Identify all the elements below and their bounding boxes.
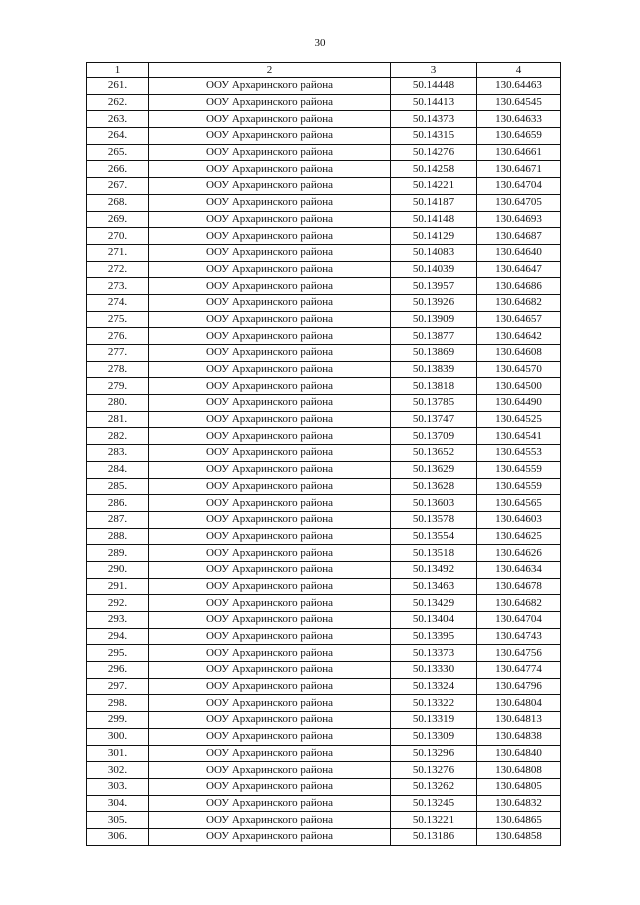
table-row	[87, 78, 561, 95]
longitude-cell: 130.64633	[477, 111, 561, 128]
latitude-cell: 50.13186	[391, 828, 477, 845]
latitude-cell: 50.14276	[391, 144, 477, 161]
table-row	[87, 294, 561, 311]
latitude-cell: 50.13578	[391, 511, 477, 528]
table-row	[87, 395, 561, 412]
longitude-cell: 130.64808	[477, 762, 561, 779]
location-cell: ООУ Архаринского района	[149, 561, 391, 578]
point-number-cell: 302.	[87, 762, 149, 779]
point-number-cell: 273.	[87, 278, 149, 295]
longitude-cell: 130.64796	[477, 678, 561, 695]
location-cell: ООУ Архаринского района	[149, 795, 391, 812]
longitude-cell: 130.64682	[477, 595, 561, 612]
point-number-cell: 296.	[87, 662, 149, 679]
point-number-cell: 279.	[87, 378, 149, 395]
table-row	[87, 161, 561, 178]
point-number-cell: 294.	[87, 628, 149, 645]
location-cell: ООУ Архаринского района	[149, 645, 391, 662]
point-number-cell: 272.	[87, 261, 149, 278]
coordinates-table	[86, 62, 561, 846]
latitude-cell: 50.13785	[391, 395, 477, 412]
location-cell: ООУ Архаринского района	[149, 495, 391, 512]
column-header-4: 4	[477, 63, 561, 78]
location-cell: ООУ Архаринского района	[149, 461, 391, 478]
longitude-cell: 130.64756	[477, 645, 561, 662]
location-cell: ООУ Архаринского района	[149, 511, 391, 528]
longitude-cell: 130.64705	[477, 194, 561, 211]
location-cell: ООУ Архаринского района	[149, 812, 391, 829]
location-cell: ООУ Архаринского района	[149, 712, 391, 729]
point-number-cell: 276.	[87, 328, 149, 345]
longitude-cell: 130.64541	[477, 428, 561, 445]
table-row	[87, 278, 561, 295]
location-cell: ООУ Архаринского района	[149, 395, 391, 412]
point-number-cell: 265.	[87, 144, 149, 161]
point-number-cell: 291.	[87, 578, 149, 595]
table-row	[87, 795, 561, 812]
longitude-cell: 130.64640	[477, 244, 561, 261]
latitude-cell: 50.14148	[391, 211, 477, 228]
table-row	[87, 478, 561, 495]
latitude-cell: 50.13492	[391, 561, 477, 578]
location-cell: ООУ Архаринского района	[149, 161, 391, 178]
latitude-cell: 50.14315	[391, 128, 477, 145]
latitude-cell: 50.14258	[391, 161, 477, 178]
table-row	[87, 361, 561, 378]
latitude-cell: 50.13709	[391, 428, 477, 445]
latitude-cell: 50.13395	[391, 628, 477, 645]
point-number-cell: 281.	[87, 411, 149, 428]
point-number-cell: 304.	[87, 795, 149, 812]
location-cell: ООУ Архаринского района	[149, 478, 391, 495]
table-row	[87, 728, 561, 745]
table-row	[87, 111, 561, 128]
latitude-cell: 50.13747	[391, 411, 477, 428]
table-row	[87, 545, 561, 562]
location-cell: ООУ Архаринского района	[149, 528, 391, 545]
latitude-cell: 50.13404	[391, 612, 477, 629]
location-cell: ООУ Архаринского района	[149, 244, 391, 261]
point-number-cell: 297.	[87, 678, 149, 695]
point-number-cell: 306.	[87, 828, 149, 845]
longitude-cell: 130.64693	[477, 211, 561, 228]
longitude-cell: 130.64659	[477, 128, 561, 145]
table-row	[87, 612, 561, 629]
longitude-cell: 130.64678	[477, 578, 561, 595]
table-row	[87, 328, 561, 345]
point-number-cell: 269.	[87, 211, 149, 228]
table-row	[87, 712, 561, 729]
location-cell: ООУ Архаринского района	[149, 662, 391, 679]
latitude-cell: 50.13554	[391, 528, 477, 545]
location-cell: ООУ Архаринского района	[149, 94, 391, 111]
table-row	[87, 311, 561, 328]
longitude-cell: 130.64642	[477, 328, 561, 345]
location-cell: ООУ Архаринского района	[149, 778, 391, 795]
table-row	[87, 378, 561, 395]
longitude-cell: 130.64682	[477, 294, 561, 311]
longitude-cell: 130.64840	[477, 745, 561, 762]
latitude-cell: 50.14129	[391, 228, 477, 245]
longitude-cell: 130.64463	[477, 78, 561, 95]
point-number-cell: 277.	[87, 345, 149, 362]
longitude-cell: 130.64858	[477, 828, 561, 845]
latitude-cell: 50.13245	[391, 795, 477, 812]
point-number-cell: 295.	[87, 645, 149, 662]
point-number-cell: 275.	[87, 311, 149, 328]
table-row	[87, 528, 561, 545]
location-cell: ООУ Архаринского района	[149, 328, 391, 345]
longitude-cell: 130.64743	[477, 628, 561, 645]
longitude-cell: 130.64865	[477, 812, 561, 829]
column-header-1: 1	[87, 63, 149, 78]
table-row	[87, 762, 561, 779]
latitude-cell: 50.13839	[391, 361, 477, 378]
location-cell: ООУ Архаринского района	[149, 228, 391, 245]
table-row	[87, 128, 561, 145]
location-cell: ООУ Архаринского района	[149, 345, 391, 362]
location-cell: ООУ Архаринского района	[149, 278, 391, 295]
point-number-cell: 305.	[87, 812, 149, 829]
longitude-cell: 130.64832	[477, 795, 561, 812]
location-cell: ООУ Архаринского района	[149, 361, 391, 378]
point-number-cell: 263.	[87, 111, 149, 128]
point-number-cell: 300.	[87, 728, 149, 745]
location-cell: ООУ Архаринского района	[149, 828, 391, 845]
longitude-cell: 130.64545	[477, 94, 561, 111]
table-row	[87, 194, 561, 211]
location-cell: ООУ Архаринского района	[149, 78, 391, 95]
point-number-cell: 271.	[87, 244, 149, 261]
point-number-cell: 274.	[87, 294, 149, 311]
latitude-cell: 50.13869	[391, 345, 477, 362]
longitude-cell: 130.64559	[477, 478, 561, 495]
latitude-cell: 50.13877	[391, 328, 477, 345]
location-cell: ООУ Архаринского района	[149, 144, 391, 161]
table-row	[87, 178, 561, 195]
location-cell: ООУ Архаринского района	[149, 728, 391, 745]
latitude-cell: 50.13330	[391, 662, 477, 679]
location-cell: ООУ Архаринского района	[149, 378, 391, 395]
table-row	[87, 345, 561, 362]
longitude-cell: 130.64500	[477, 378, 561, 395]
point-number-cell: 286.	[87, 495, 149, 512]
latitude-cell: 50.14039	[391, 261, 477, 278]
table-row	[87, 261, 561, 278]
point-number-cell: 299.	[87, 712, 149, 729]
latitude-cell: 50.13818	[391, 378, 477, 395]
latitude-cell: 50.13221	[391, 812, 477, 829]
point-number-cell: 261.	[87, 78, 149, 95]
point-number-cell: 283.	[87, 445, 149, 462]
latitude-cell: 50.13518	[391, 545, 477, 562]
latitude-cell: 50.14187	[391, 194, 477, 211]
latitude-cell: 50.13296	[391, 745, 477, 762]
table-row	[87, 244, 561, 261]
point-number-cell: 303.	[87, 778, 149, 795]
table-header-row	[87, 63, 561, 78]
latitude-cell: 50.14221	[391, 178, 477, 195]
longitude-cell: 130.64774	[477, 662, 561, 679]
table-row	[87, 228, 561, 245]
location-cell: ООУ Архаринского района	[149, 311, 391, 328]
longitude-cell: 130.64625	[477, 528, 561, 545]
latitude-cell: 50.13429	[391, 595, 477, 612]
point-number-cell: 292.	[87, 595, 149, 612]
table-body	[87, 78, 561, 846]
location-cell: ООУ Архаринского района	[149, 762, 391, 779]
longitude-cell: 130.64804	[477, 695, 561, 712]
table-row	[87, 645, 561, 662]
longitude-cell: 130.64657	[477, 311, 561, 328]
longitude-cell: 130.64553	[477, 445, 561, 462]
page-number: 30	[314, 37, 326, 49]
latitude-cell: 50.13926	[391, 294, 477, 311]
latitude-cell: 50.14448	[391, 78, 477, 95]
location-cell: ООУ Архаринского района	[149, 578, 391, 595]
point-number-cell: 282.	[87, 428, 149, 445]
table-row	[87, 461, 561, 478]
point-number-cell: 293.	[87, 612, 149, 629]
table-row	[87, 595, 561, 612]
point-number-cell: 298.	[87, 695, 149, 712]
latitude-cell: 50.13628	[391, 478, 477, 495]
location-cell: ООУ Архаринского района	[149, 261, 391, 278]
point-number-cell: 288.	[87, 528, 149, 545]
latitude-cell: 50.13373	[391, 645, 477, 662]
table-row	[87, 428, 561, 445]
location-cell: ООУ Архаринского района	[149, 411, 391, 428]
latitude-cell: 50.13629	[391, 461, 477, 478]
point-number-cell: 270.	[87, 228, 149, 245]
longitude-cell: 130.64559	[477, 461, 561, 478]
table-row	[87, 445, 561, 462]
longitude-cell: 130.64608	[477, 345, 561, 362]
longitude-cell: 130.64687	[477, 228, 561, 245]
location-cell: ООУ Архаринского района	[149, 211, 391, 228]
location-cell: ООУ Архаринского района	[149, 545, 391, 562]
longitude-cell: 130.64661	[477, 144, 561, 161]
longitude-cell: 130.64686	[477, 278, 561, 295]
point-number-cell: 287.	[87, 511, 149, 528]
table-row	[87, 695, 561, 712]
location-cell: ООУ Архаринского района	[149, 111, 391, 128]
longitude-cell: 130.64704	[477, 178, 561, 195]
location-cell: ООУ Архаринского района	[149, 428, 391, 445]
point-number-cell: 301.	[87, 745, 149, 762]
latitude-cell: 50.13276	[391, 762, 477, 779]
table-row	[87, 628, 561, 645]
longitude-cell: 130.64805	[477, 778, 561, 795]
table-row	[87, 94, 561, 111]
longitude-cell: 130.64626	[477, 545, 561, 562]
location-cell: ООУ Архаринского района	[149, 294, 391, 311]
latitude-cell: 50.14373	[391, 111, 477, 128]
point-number-cell: 262.	[87, 94, 149, 111]
column-header-2: 2	[149, 63, 391, 78]
latitude-cell: 50.13652	[391, 445, 477, 462]
longitude-cell: 130.64838	[477, 728, 561, 745]
table-row	[87, 495, 561, 512]
location-cell: ООУ Архаринского района	[149, 178, 391, 195]
latitude-cell: 50.13262	[391, 778, 477, 795]
location-cell: ООУ Архаринского района	[149, 445, 391, 462]
latitude-cell: 50.13957	[391, 278, 477, 295]
latitude-cell: 50.13909	[391, 311, 477, 328]
longitude-cell: 130.64813	[477, 712, 561, 729]
longitude-cell: 130.64603	[477, 511, 561, 528]
point-number-cell: 266.	[87, 161, 149, 178]
location-cell: ООУ Архаринского района	[149, 695, 391, 712]
latitude-cell: 50.14413	[391, 94, 477, 111]
longitude-cell: 130.64704	[477, 612, 561, 629]
latitude-cell: 50.13463	[391, 578, 477, 595]
point-number-cell: 278.	[87, 361, 149, 378]
location-cell: ООУ Архаринского района	[149, 628, 391, 645]
point-number-cell: 268.	[87, 194, 149, 211]
table-row	[87, 828, 561, 845]
location-cell: ООУ Архаринского района	[149, 678, 391, 695]
longitude-cell: 130.64671	[477, 161, 561, 178]
latitude-cell: 50.13319	[391, 712, 477, 729]
longitude-cell: 130.64490	[477, 395, 561, 412]
point-number-cell: 280.	[87, 395, 149, 412]
latitude-cell: 50.13309	[391, 728, 477, 745]
table-row	[87, 561, 561, 578]
table-row	[87, 144, 561, 161]
table-row	[87, 678, 561, 695]
location-cell: ООУ Архаринского района	[149, 194, 391, 211]
table-row	[87, 812, 561, 829]
column-header-3: 3	[391, 63, 477, 78]
longitude-cell: 130.64647	[477, 261, 561, 278]
longitude-cell: 130.64570	[477, 361, 561, 378]
table-row	[87, 662, 561, 679]
location-cell: ООУ Архаринского района	[149, 612, 391, 629]
latitude-cell: 50.14083	[391, 244, 477, 261]
point-number-cell: 267.	[87, 178, 149, 195]
table-row	[87, 411, 561, 428]
location-cell: ООУ Архаринского района	[149, 745, 391, 762]
table-row	[87, 578, 561, 595]
table-row	[87, 511, 561, 528]
table-row	[87, 745, 561, 762]
latitude-cell: 50.13324	[391, 678, 477, 695]
latitude-cell: 50.13322	[391, 695, 477, 712]
point-number-cell: 264.	[87, 128, 149, 145]
longitude-cell: 130.64634	[477, 561, 561, 578]
table-row	[87, 211, 561, 228]
longitude-cell: 130.64525	[477, 411, 561, 428]
table-row	[87, 778, 561, 795]
latitude-cell: 50.13603	[391, 495, 477, 512]
longitude-cell: 130.64565	[477, 495, 561, 512]
point-number-cell: 284.	[87, 461, 149, 478]
location-cell: ООУ Архаринского района	[149, 595, 391, 612]
point-number-cell: 285.	[87, 478, 149, 495]
point-number-cell: 290.	[87, 561, 149, 578]
point-number-cell: 289.	[87, 545, 149, 562]
location-cell: ООУ Архаринского района	[149, 128, 391, 145]
